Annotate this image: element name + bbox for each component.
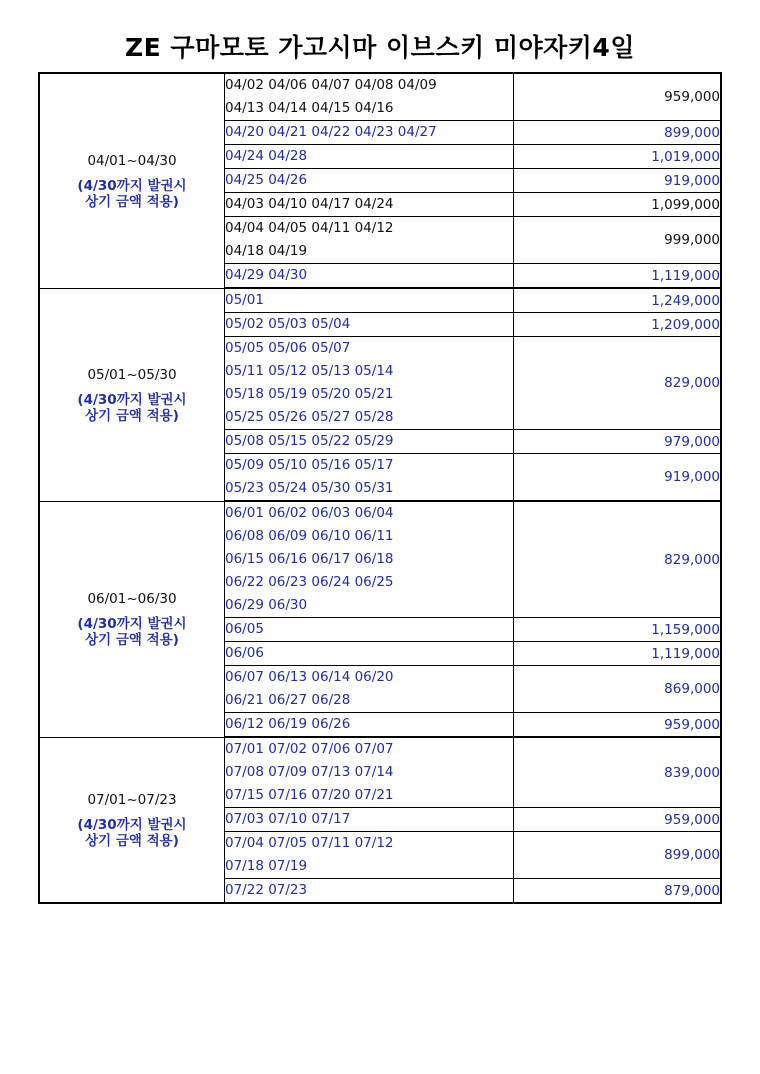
departure-dates-cell <box>225 264 514 289</box>
departure-dates-line: 05/05 05/06 05/07 <box>225 340 351 356</box>
departure-dates-line: 07/22 07/23 <box>225 882 308 898</box>
departure-dates-line: 07/03 07/10 07/17 <box>225 811 351 827</box>
price-cell: 1,019,000 <box>514 145 722 169</box>
table-row <box>39 737 721 808</box>
price-cell: 919,000 <box>514 169 722 193</box>
price-cell: 1,159,000 <box>514 618 722 642</box>
departure-dates-line: 04/29 04/30 <box>225 267 308 283</box>
price-cell: 869,000 <box>514 666 722 713</box>
departure-dates-cell <box>225 169 514 193</box>
departure-dates-line: 06/08 06/09 06/10 06/11 <box>225 528 394 544</box>
table-row <box>39 73 721 121</box>
period-note <box>40 392 224 424</box>
departure-dates-cell <box>225 713 514 738</box>
price-cell: 999,000 <box>514 217 722 264</box>
departure-dates-line: 05/11 05/12 05/13 05/14 <box>225 363 394 379</box>
price-cell: 1,119,000 <box>514 264 722 289</box>
departure-dates-cell <box>225 288 514 313</box>
departure-dates-line: 05/01 <box>225 292 264 308</box>
departure-dates-cell <box>225 618 514 642</box>
period-note <box>40 178 224 210</box>
fare-table <box>38 72 722 904</box>
departure-dates-cell <box>225 337 514 430</box>
period-cell <box>39 501 225 737</box>
price-cell: 1,119,000 <box>514 642 722 666</box>
departure-dates-cell <box>225 832 514 879</box>
departure-dates-line: 05/25 05/26 05/27 05/28 <box>225 409 394 425</box>
period-note-line: (4/30까지 발권시 <box>77 816 187 833</box>
departure-dates-line: 06/12 06/19 06/26 <box>225 716 351 732</box>
price-cell: 1,099,000 <box>514 193 722 217</box>
price-cell: 959,000 <box>514 808 722 832</box>
departure-dates-line: 04/20 04/21 04/22 04/23 04/27 <box>225 124 437 140</box>
period-note <box>40 616 224 648</box>
fare-table-body <box>39 73 721 903</box>
departure-dates-line: 06/07 06/13 06/14 06/20 <box>225 669 394 685</box>
departure-dates-line: 06/01 06/02 06/03 06/04 <box>225 505 394 521</box>
price-cell: 959,000 <box>514 713 722 738</box>
departure-dates-cell <box>225 642 514 666</box>
departure-dates-line: 05/02 05/03 05/04 <box>225 316 351 332</box>
period-note-line: 상기 금액 적용) <box>85 832 179 849</box>
price-cell: 1,249,000 <box>514 288 722 313</box>
departure-dates-cell <box>225 121 514 145</box>
departure-dates-line: 04/18 04/19 <box>225 243 308 259</box>
departure-dates-line: 05/18 05/19 05/20 05/21 <box>225 386 394 402</box>
departure-dates-cell <box>225 73 514 121</box>
departure-dates-line: 04/25 04/26 <box>225 172 308 188</box>
price-cell: 1,209,000 <box>514 313 722 337</box>
departure-dates-line: 06/15 06/16 06/17 06/18 <box>225 551 394 567</box>
period-note-line: (4/30까지 발권시 <box>77 616 187 632</box>
period-range: 04/01~04/30 <box>87 152 177 169</box>
departure-dates-cell <box>225 666 514 713</box>
departure-dates-line: 07/18 07/19 <box>225 858 308 874</box>
price-cell: 829,000 <box>514 501 722 618</box>
table-row <box>39 501 721 618</box>
departure-dates-line: 06/29 06/30 <box>225 597 308 613</box>
departure-dates-line: 06/05 <box>225 621 264 637</box>
period-note-line: (4/30까지 발권시 <box>77 177 187 194</box>
price-cell: 839,000 <box>514 737 722 808</box>
departure-dates-line: 07/15 07/16 07/20 07/21 <box>225 787 394 803</box>
period-note-line: (4/30까지 발권시 <box>77 391 187 408</box>
departure-dates-line: 06/22 06/23 06/24 06/25 <box>225 574 394 590</box>
departure-dates-line: 07/01 07/02 07/06 07/07 <box>225 741 394 757</box>
price-cell: 959,000 <box>514 73 722 121</box>
period-cell <box>39 288 225 501</box>
period-cell <box>39 73 225 288</box>
departure-dates-line: 06/21 06/27 06/28 <box>225 692 351 708</box>
departure-dates-cell <box>225 313 514 337</box>
departure-dates-line: 07/08 07/09 07/13 07/14 <box>225 764 394 780</box>
departure-dates-cell <box>225 145 514 169</box>
period-range: 05/01~05/30 <box>87 366 177 383</box>
departure-dates-cell <box>225 879 514 904</box>
departure-dates-line: 04/24 04/28 <box>225 148 308 164</box>
departure-dates-cell <box>225 454 514 502</box>
departure-dates-cell <box>225 737 514 808</box>
departure-dates-line: 07/04 07/05 07/11 07/12 <box>225 835 394 851</box>
departure-dates-line: 06/06 <box>225 645 264 661</box>
departure-dates-cell <box>225 430 514 454</box>
departure-dates-cell <box>225 501 514 618</box>
price-cell: 899,000 <box>514 832 722 879</box>
period-note-line: 상기 금액 적용) <box>85 407 179 424</box>
departure-dates-line: 05/09 05/10 05/16 05/17 <box>225 457 394 473</box>
period-note-line: 상기 금액 적용) <box>85 632 179 648</box>
price-cell: 919,000 <box>514 454 722 502</box>
page-title: ZE 구마모토 가고시마 이브스키 미야자키4일 <box>125 33 635 62</box>
departure-dates-line: 04/02 04/06 04/07 04/08 04/09 <box>225 77 437 93</box>
period-range: 07/01~07/23 <box>87 791 177 808</box>
price-cell: 899,000 <box>514 121 722 145</box>
period-range: 06/01~06/30 <box>87 591 177 607</box>
departure-dates-line: 04/04 04/05 04/11 04/12 <box>225 220 394 236</box>
period-note-line: 상기 금액 적용) <box>85 193 179 210</box>
table-row <box>39 288 721 313</box>
period-note <box>40 817 224 849</box>
departure-dates-line: 05/08 05/15 05/22 05/29 <box>225 433 394 449</box>
departure-dates-cell <box>225 217 514 264</box>
departure-dates-cell <box>225 193 514 217</box>
price-cell: 829,000 <box>514 337 722 430</box>
departure-dates-line: 05/23 05/24 05/30 05/31 <box>225 480 394 496</box>
departure-dates-cell <box>225 808 514 832</box>
period-cell <box>39 737 225 903</box>
price-cell: 879,000 <box>514 879 722 904</box>
departure-dates-line: 04/03 04/10 04/17 04/24 <box>225 196 394 212</box>
departure-dates-line: 04/13 04/14 04/15 04/16 <box>225 100 394 116</box>
price-cell: 979,000 <box>514 430 722 454</box>
